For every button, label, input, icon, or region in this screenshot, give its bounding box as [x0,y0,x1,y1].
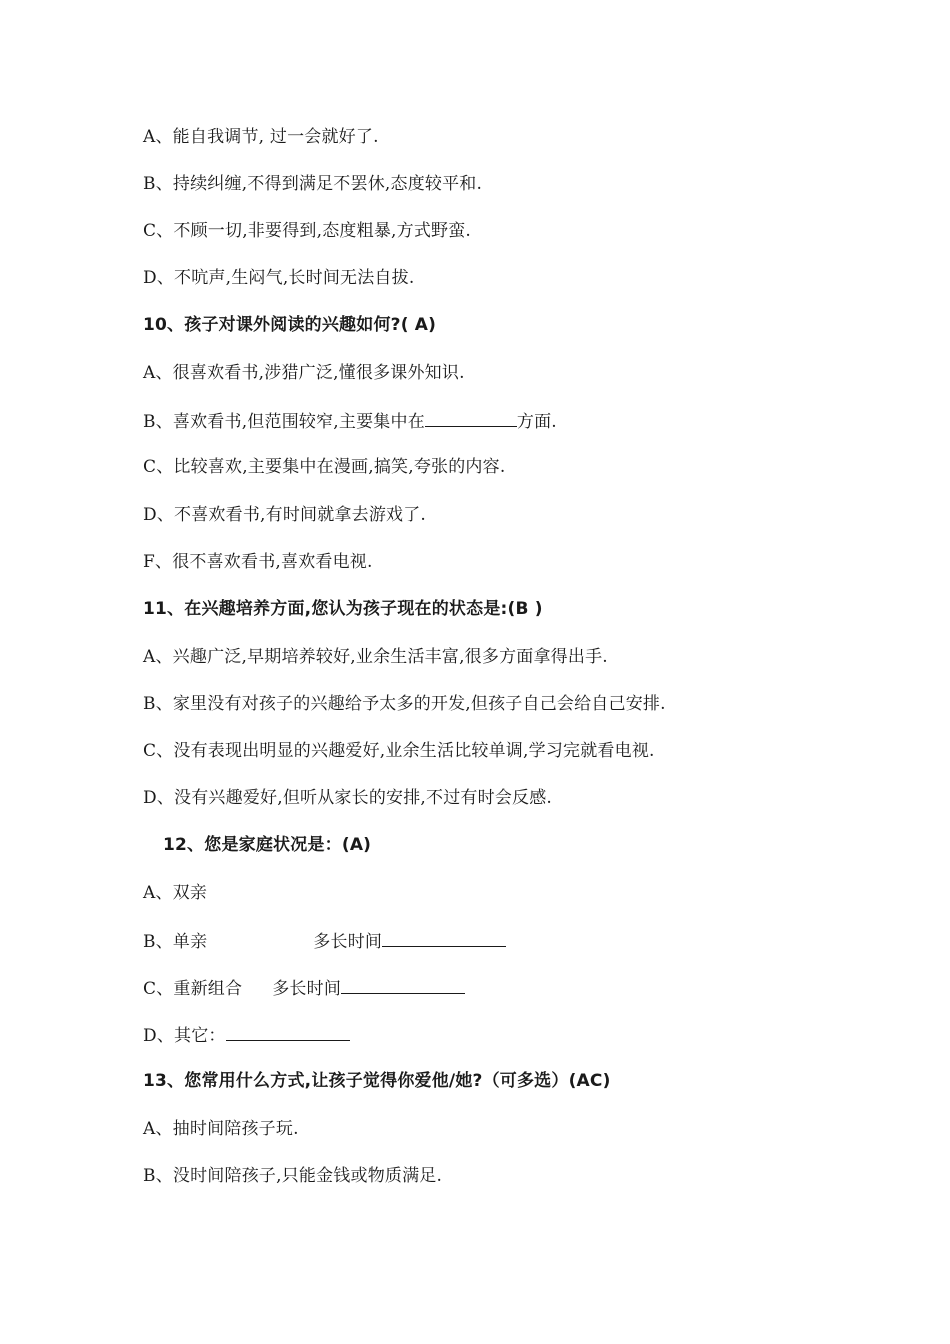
q13-option-b: B、没时间陪孩子,只能金钱或物质满足. [143,1166,443,1186]
q10-option-a: A、很喜欢看书,涉猎广泛,懂很多课外知识. [143,363,465,383]
q13-question: 13、您常用什么方式,让孩子觉得你爱他/她?（可多选）(AC) [143,1071,611,1091]
q9-option-a: A、能自我调节, 过一会就好了. [143,127,379,147]
q10-question: 10、孩子对课外阅读的兴趣如何?( A) [143,315,437,335]
q12-option-b-duration-label: 多长时间 [313,932,383,952]
q10-option-d: D、不喜欢看书,有时间就拿去游戏了. [143,505,427,525]
q11-question: 11、在兴趣培养方面,您认为孩子现在的状态是:(B ) [143,599,543,619]
q9-option-c: C、不顾一切,非要得到,态度粗暴,方式野蛮. [143,221,472,241]
q12-option-d-blank [226,1022,350,1041]
q13-option-a: A、抽时间陪孩子玩. [143,1119,299,1139]
q10-option-b-suffix: 方面. [516,412,557,432]
q12-option-c-label: C、重新组合 [143,979,243,999]
q12-option-c [143,975,465,1001]
q12-option-b [143,928,506,954]
q11-option-b: B、家里没有对孩子的兴趣给予太多的开发,但孩子自己会给自己安排. [143,694,666,714]
q12-option-b-blank [382,928,506,947]
q10-option-f: F、很不喜欢看书,喜欢看电视. [143,552,373,572]
q12-option-b-label: B、单亲 [143,932,208,952]
q10-option-c: C、比较喜欢,主要集中在漫画,搞笑,夸张的内容. [143,457,506,477]
q11-option-c: C、没有表现出明显的兴趣爱好,业余生活比较单调,学习完就看电视. [143,741,655,761]
q9-option-d: D、不吭声,生闷气,长时间无法自拔. [143,268,415,288]
q10-fill-blank [425,408,517,427]
q10-option-b-prefix: B、喜欢看书,但范围较窄,主要集中在 [143,412,425,432]
q12-option-c-blank [341,975,465,994]
q9-option-b: B、持续纠缠,不得到满足不罢休,态度较平和. [143,174,483,194]
q12-option-d-label: D、其它： [143,1026,226,1046]
q11-option-a: A、兴趣广泛,早期培养较好,业余生活丰富,很多方面拿得出手. [143,647,608,667]
q12-option-a: A、双亲 [143,883,208,903]
q10-option-b [143,408,557,434]
q12-option-c-duration-label: 多长时间 [272,979,342,999]
q12-option-d [143,1022,350,1048]
q11-option-d: D、没有兴趣爱好,但听从家长的安排,不过有时会反感. [143,788,553,808]
q12-question: 12、您是家庭状况是：(A) [163,835,372,855]
